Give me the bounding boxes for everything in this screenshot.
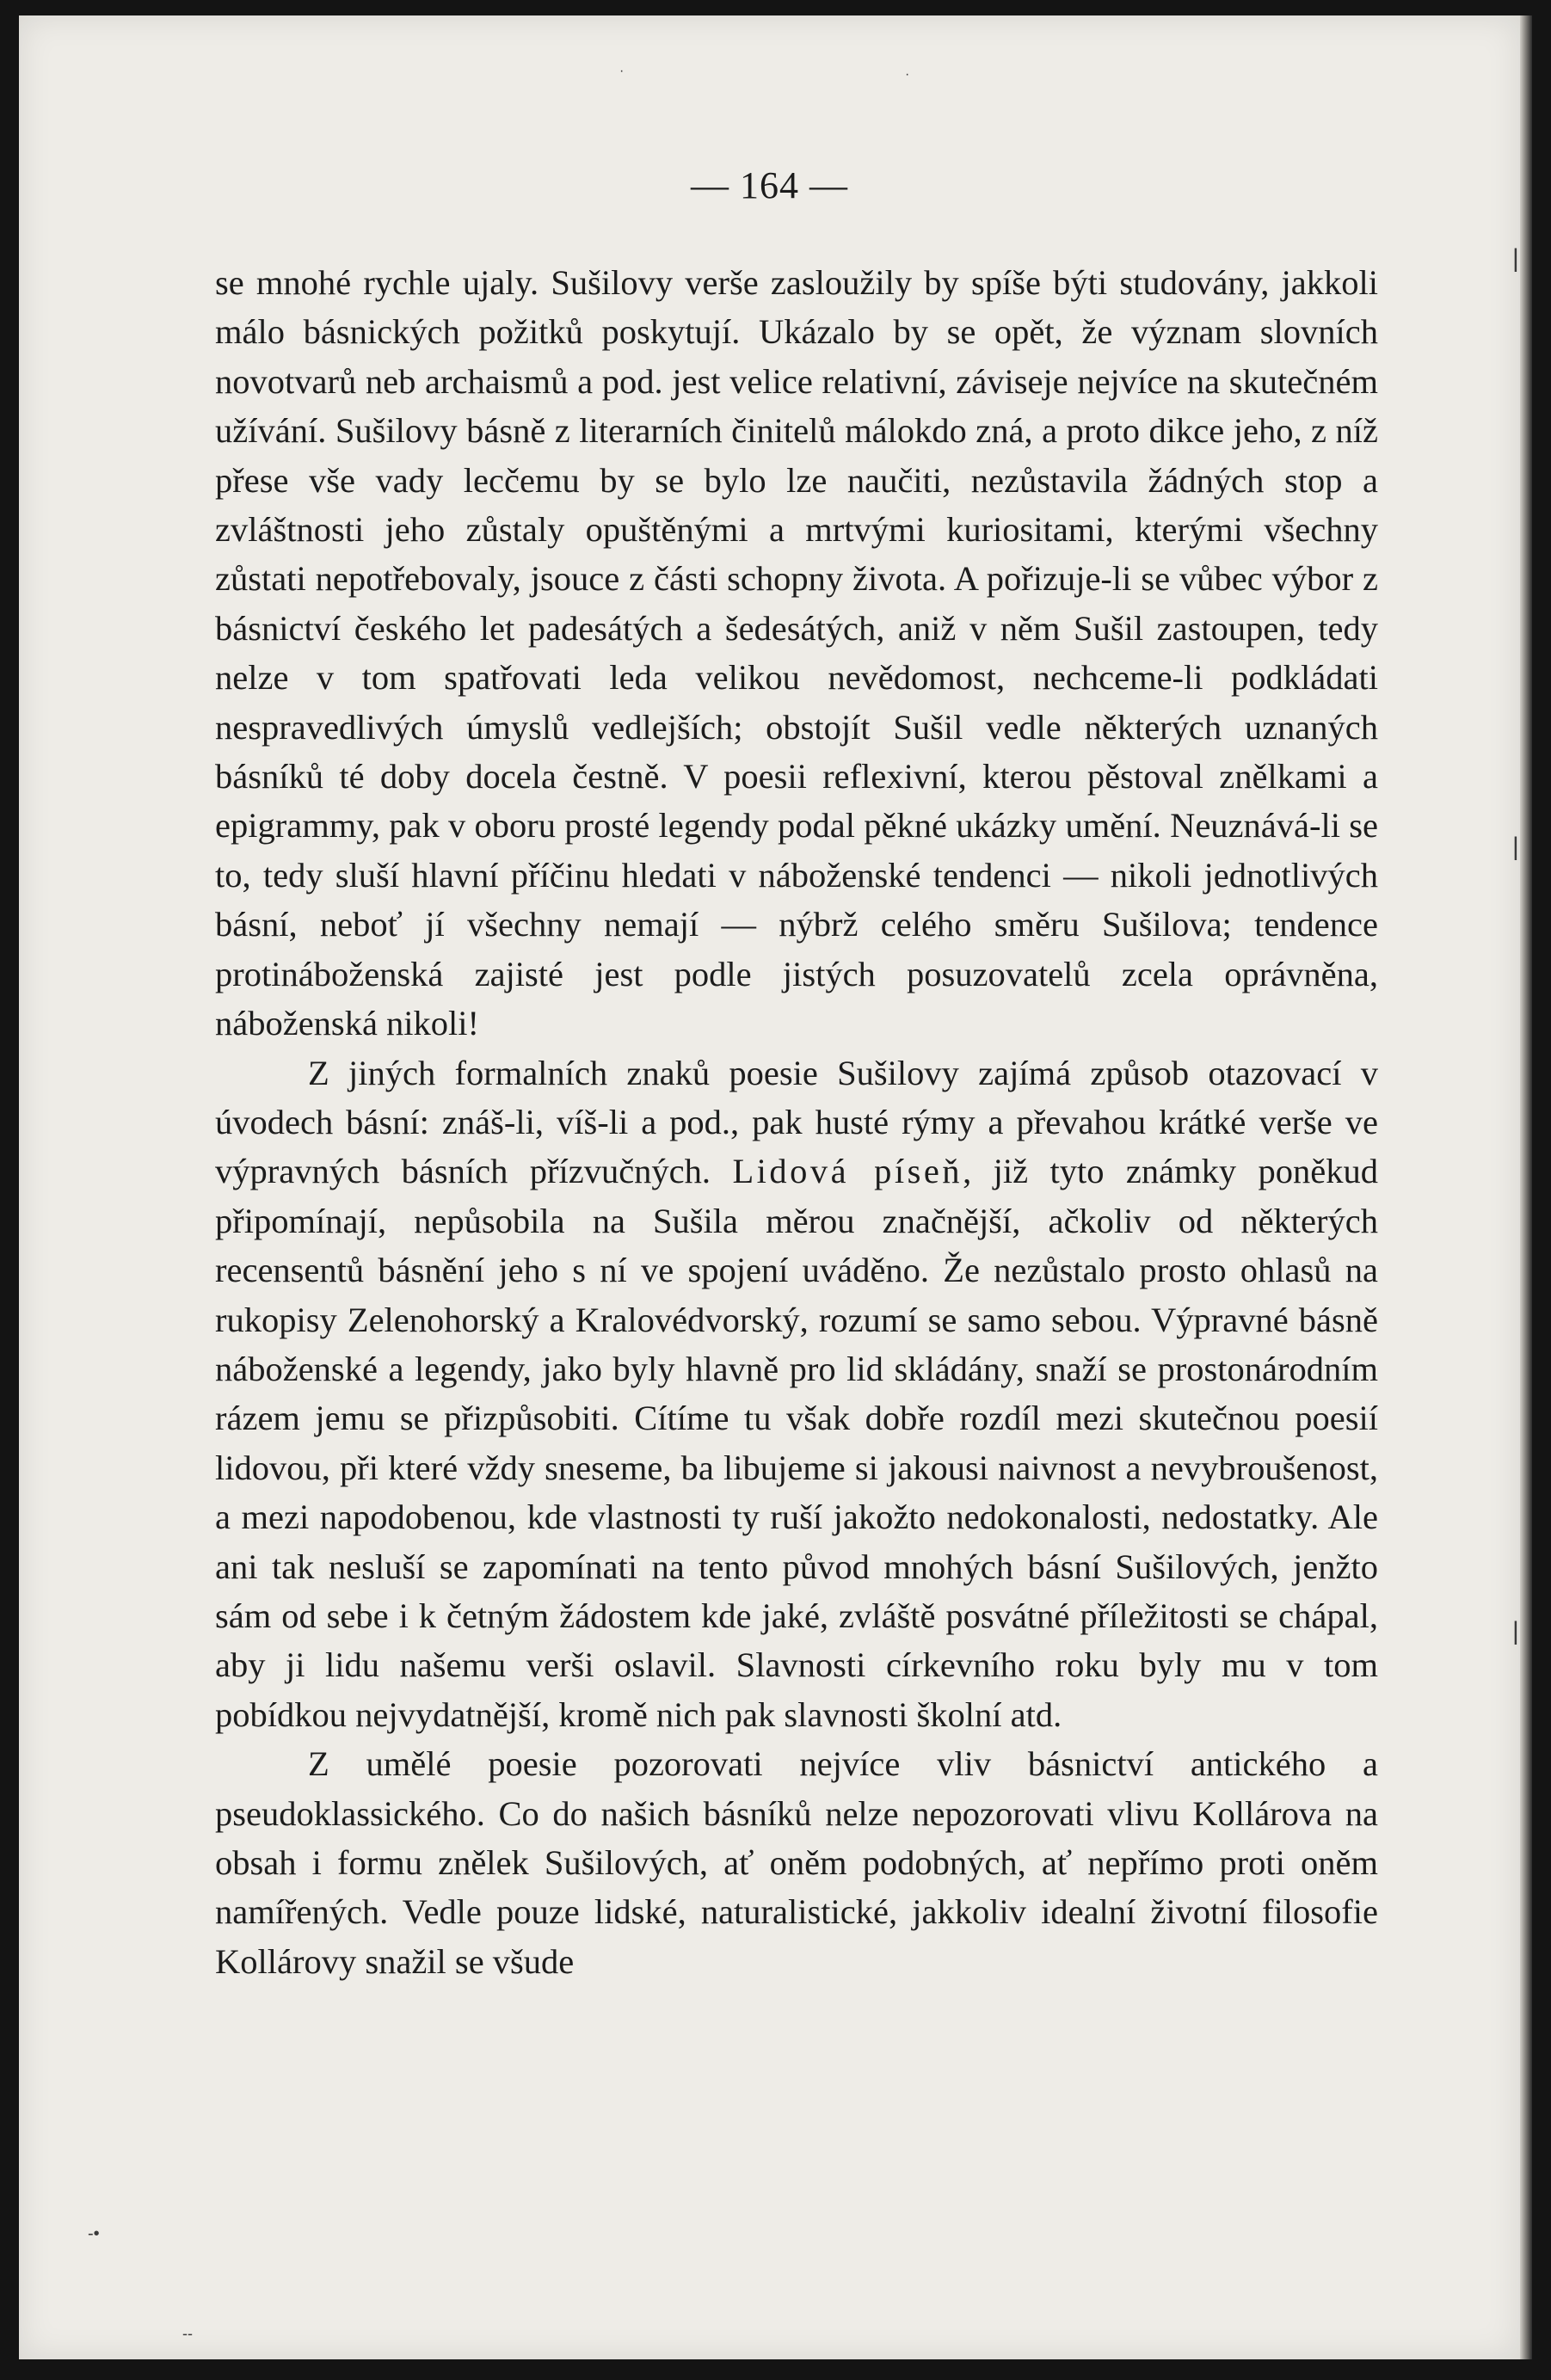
page-number-header: — 164 —	[691, 164, 848, 206]
speck-mark: -‐	[182, 2325, 193, 2342]
paragraph-1: se mnohé rychle ujaly. Sušilovy verše zasloužily by spíše býti studovány, jakkoli málo básnických požitků poskytují. Ukázalo by se opět, že význam slovních novotvarů neb archaismů a pod. jest velice relativní, záviseje nejvíce na skutečném užívání. Sušilovy básně z literarních činitelů málokdo zná, a proto dikce jeho, z níž přese vše vady lecčemu by se bylo lze naučiti, nezůstavila žádných stop a zvláštnosti jeho zůstaly opuštěnými a mrtvými kuriositami, kterými všechny zůstati nepotřebovaly, jsouce z části schopny života. A pořizuje-li se vůbec výbor z básnictví českého let padesátých a šedesátých, aniž v něm Sušil zastoupen, tedy nelze v tom spatřovati leda velikou nevědomost, nechceme-li podkládati nespravedlivých úmyslů vedlejších; obstojít Sušil vedle některých uznaných básníků té doby docela čestně. V poesii reflexivní, kterou pěstoval znělkami a epigrammy, pak v oboru prosté legendy podal pěkné ukázky umění. Neuznává-li se to, tedy sluší hlavní příčinu hledati v náboženské tendenci — nikoli jednotlivých básní, neboť jí všechny nemají — nýbrž celého směru Sušilova; tendence protináboženská zajisté jest podle jistých posuzovatelů zcela oprávněna, náboženská nikoli!	[215, 263, 1378, 1043]
page-edge-shadow	[1520, 15, 1532, 2359]
book-page	[19, 15, 1520, 2359]
paragraph-2-intro: Z jiných formalních znaků poesie Sušilovy zajímá způsob otazovací v úvodech básní: znáš-li, víš-li a pod., pak husté rýmy a převahou krátké verše ve výpravných básních přízvučných.	[215, 1053, 1378, 1191]
edge-tick-mark: |	[1512, 833, 1519, 861]
paragraph-2	[215, 1049, 1378, 1740]
edge-tick-mark: |	[1512, 1617, 1519, 1645]
body-text	[215, 258, 1378, 1986]
paragraph-3: Z umělé poesie pozorovati nejvíce vliv básnictví antického a pseudoklassického. Co do našich básníků nelze nepozorovati vlivu Kollárova na obsah i formu znělek Sušilových, ať oněm podobných, ať nepřímo proti oněm namířených. Vedle pouze lidské, naturalistické, jakkoliv idealní životní filosofie Kollárovy snažil se všude	[215, 1744, 1378, 1981]
speck-mark: ·	[905, 67, 910, 82]
paragraph-2-rest: , již tyto známky poněkud připomínají, nepůsobila na Sušila měrou značnější, ačkoliv od některých recensentů básnění jeho s ní ve spojení uváděno. Že nezůstalo prosto ohlasů na rukopisy Zelenohorský a Kralovédvorský, rozumí se samo sebou. Výpravné básně náboženské a legendy, jako byly hlavně pro lid skládány, snaží se prostonárodním rázem jemu se přizpůsobiti. Cítíme tu však dobře rozdíl mezi skutečnou poesií lidovou, při které vždy sneseme, ba libujeme si jakousi naivnost a nevybroušenost, a mezi napodobenou, kde vlastnosti ty ruší jakožto nedokonalosti, nedostatky. Ale ani tak nesluší se zapomínati na tento původ mnohých básní Sušilových, jenžto sám od sebe i k četným žádostem kde jaké, zvláště posvátné příležitosti se chápal, aby ji lidu našemu verši oslavil. Slavnosti církevního roku byly mu v tom pobídkou nejvydatnější, kromě nich pak slavnosti školní atd.	[215, 1152, 1378, 1734]
spaced-term-lidova-pisen: Lidová píseň	[732, 1152, 963, 1191]
speck-mark: ·	[619, 64, 625, 78]
edge-tick-mark: |	[1512, 244, 1519, 273]
speck-mark: -•	[88, 2224, 100, 2243]
